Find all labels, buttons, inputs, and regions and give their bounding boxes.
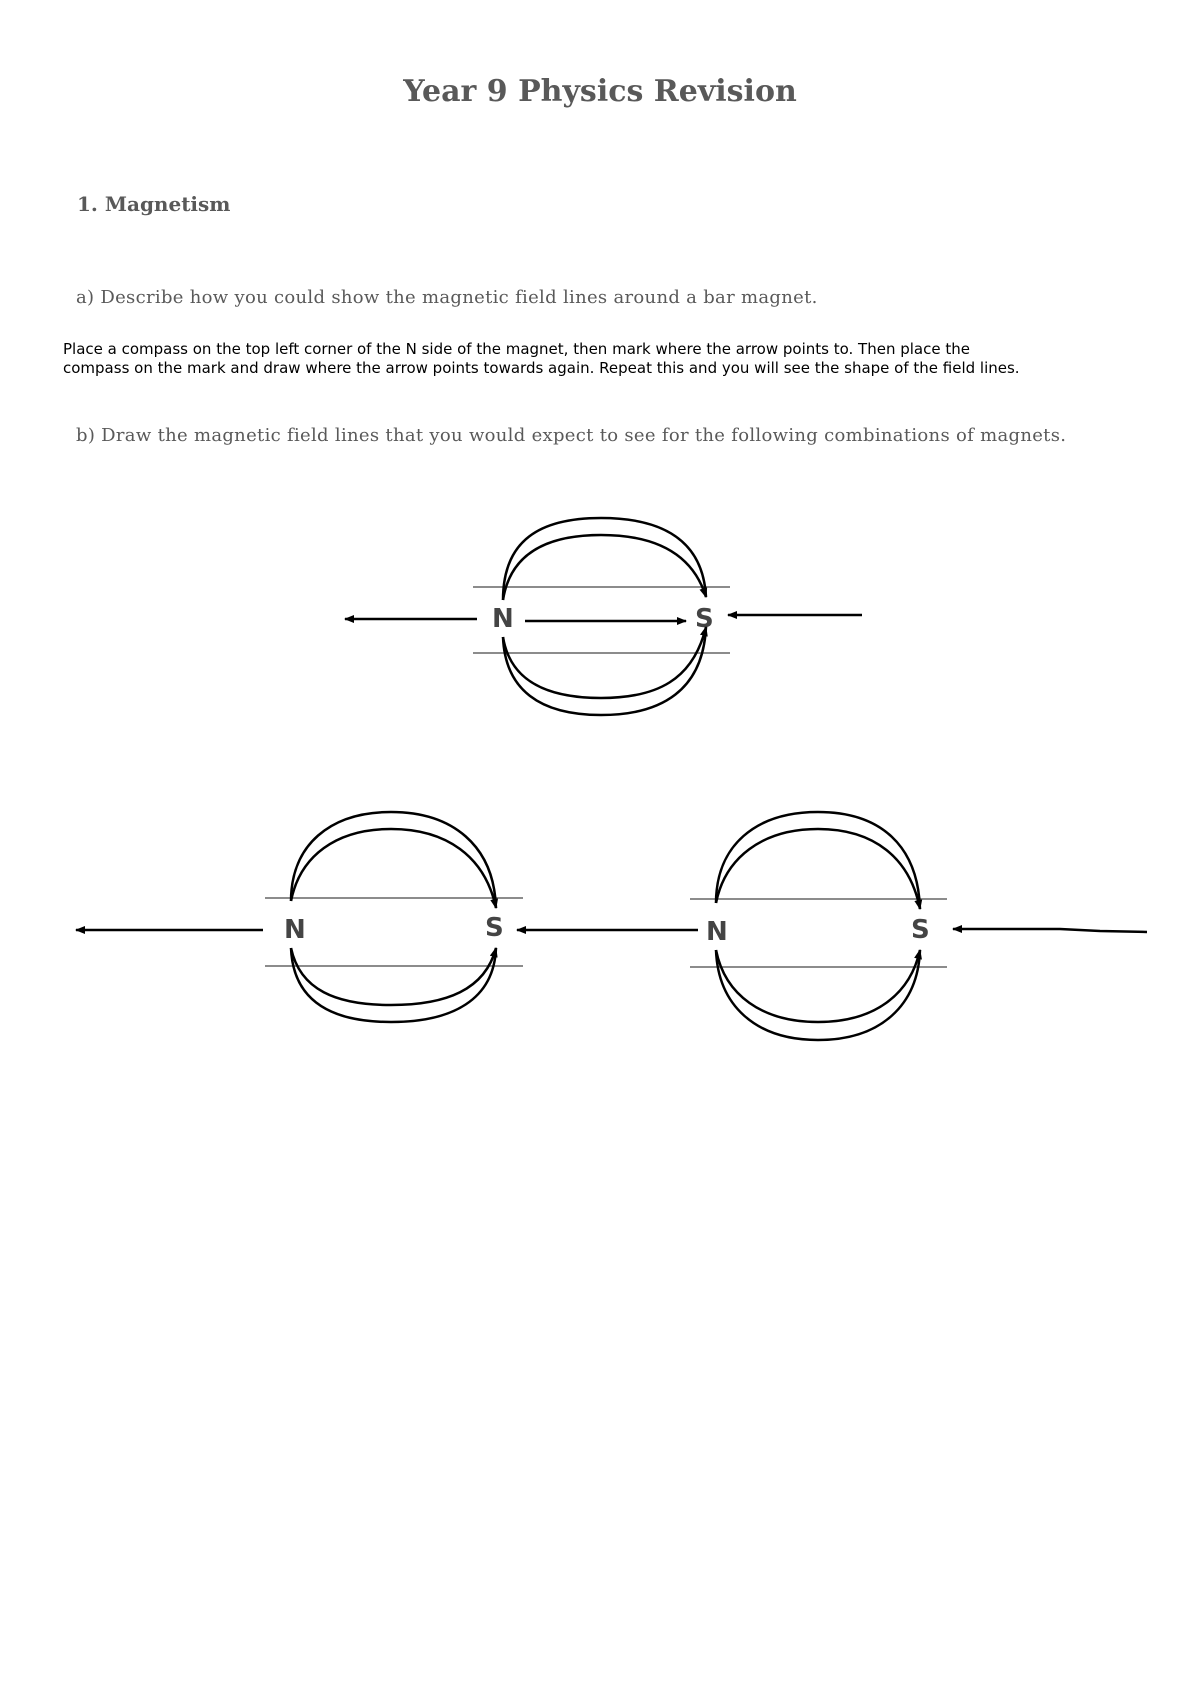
field-arrow-right-inward — [953, 929, 1147, 932]
field-line-arrow — [291, 829, 496, 908]
north-pole-label: N — [706, 917, 728, 947]
field-line — [291, 948, 496, 1022]
field-line — [503, 627, 706, 715]
field-line — [716, 950, 920, 1040]
south-pole-label: S — [911, 915, 930, 945]
pair-right-magnet-diagram — [690, 812, 1147, 1040]
field-line-arrow — [503, 535, 706, 600]
answer-a-line-2: compass on the mark and draw where the arrow points towards again. Repeat this and you will see the shape of the field lines. — [63, 359, 1020, 377]
south-pole-label: S — [485, 913, 504, 943]
south-pole-label: S — [695, 604, 714, 634]
north-pole-label: N — [284, 915, 306, 945]
single-magnet-diagram — [345, 518, 862, 715]
north-pole-label: N — [492, 604, 514, 634]
question-b: b) Draw the magnetic field lines that you would expect to see for the following combinations of magnets. — [76, 425, 1067, 446]
page-title: Year 9 Physics Revision — [403, 74, 797, 109]
answer-a-line-1: Place a compass on the top left corner of the N side of the magnet, then mark where the arrow points to. Then place the — [63, 340, 970, 358]
section-heading: 1. Magnetism — [77, 192, 231, 216]
pair-left-magnet-diagram — [76, 812, 523, 1022]
field-line-arrow — [503, 627, 706, 698]
field-line-arrow — [716, 950, 920, 1022]
field-line-arrow — [291, 948, 496, 1005]
field-line — [291, 812, 496, 908]
field-line — [716, 812, 920, 909]
field-line-arrow — [716, 829, 920, 909]
question-a: a) Describe how you could show the magnetic field lines around a bar magnet. — [76, 287, 818, 308]
